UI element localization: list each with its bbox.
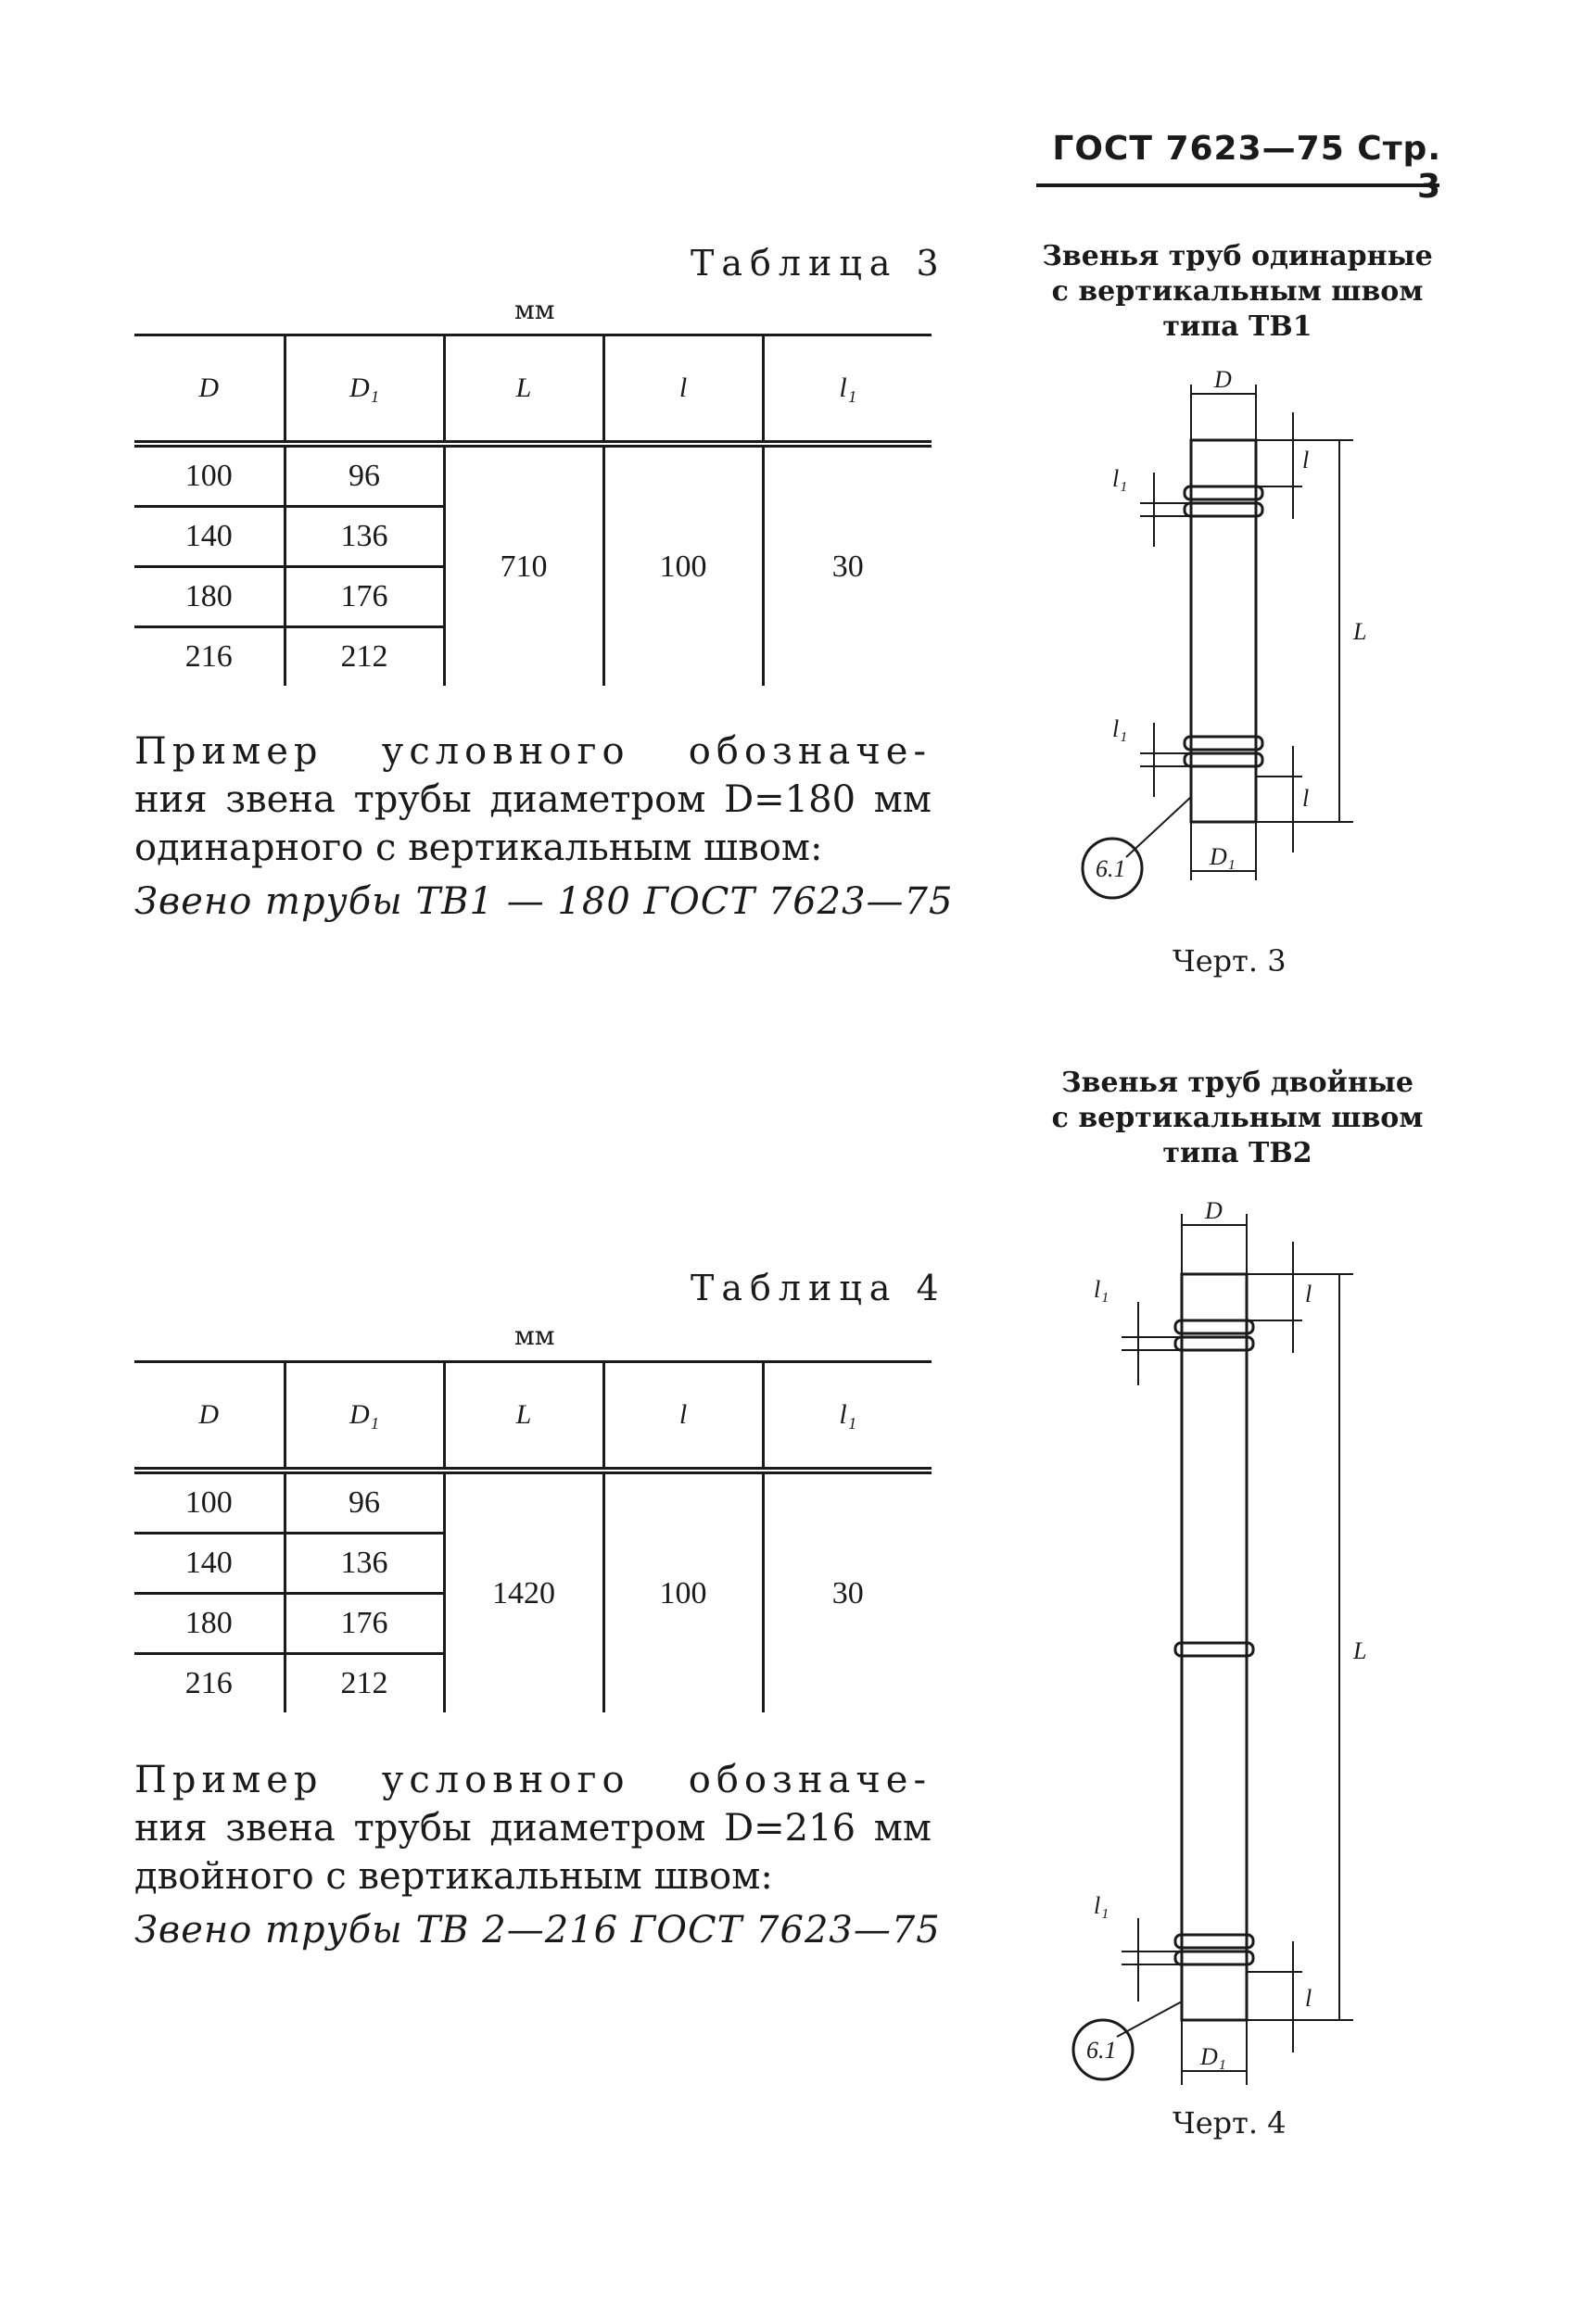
table4-cell-D: 140 <box>134 1534 285 1594</box>
figure3-pipe <box>1191 440 1256 822</box>
figure4-label-L: L <box>1353 1637 1367 1664</box>
table-row <box>134 444 932 507</box>
figure3-ring <box>1185 737 1262 750</box>
table4-cell-D: 216 <box>134 1654 285 1713</box>
figure3-title-line1: Звенья труб одинарные <box>1042 240 1433 272</box>
figure3-label-l: l <box>1302 785 1310 812</box>
table-row <box>134 1471 932 1534</box>
table3-col-D1: D₁ <box>285 335 444 445</box>
table3-cell-l1: 30 <box>831 549 864 584</box>
figure4-label-D1: D₁ <box>1200 2043 1226 2070</box>
figure4-label-l1: l₁ <box>1094 1892 1109 1919</box>
figure3-drawing <box>1075 371 1381 936</box>
example4-designation: Звено трубы ТВ 2—216 ГОСТ 7623—75 <box>134 1909 941 1951</box>
figure3-ring <box>1185 486 1262 499</box>
figure4-title-line3: типа ТВ2 <box>1162 1137 1312 1169</box>
example3-line3: одинарного с вертикальным швом: <box>134 827 823 869</box>
figure3-ring <box>1185 503 1262 516</box>
table4-col-D1: D₁ <box>285 1362 444 1471</box>
table3-cell-L: 710 <box>444 444 603 686</box>
figure4-title <box>1033 1066 1441 1171</box>
figure4-caption: Черт. 4 <box>1173 2105 1287 2141</box>
table4-col-D: D <box>134 1362 285 1471</box>
table3-cell-D1: 176 <box>285 567 444 627</box>
table3-unit: мм <box>514 295 555 325</box>
table4-cell-l1: 30 <box>831 1575 864 1610</box>
figure3-title-line2: с вертикальным швом <box>1051 275 1424 308</box>
table3-col-l: l <box>603 335 763 445</box>
table4-unit: мм <box>514 1320 555 1351</box>
example3-line1: Пример условного обозначе- <box>134 730 932 773</box>
figure3-callout-label: 6.1 <box>1096 855 1126 882</box>
table4-cell-D1: 176 <box>285 1594 444 1654</box>
table4-header-row <box>134 1362 932 1471</box>
figure4-ring <box>1175 1643 1253 1656</box>
figure3-label-D1: D₁ <box>1210 843 1236 870</box>
figure4-label-l1: l₁ <box>1094 1276 1109 1303</box>
table4-col-L: L <box>444 1362 603 1471</box>
table4-cell-l: 100 <box>603 1471 763 1712</box>
table3-cell-l: 100 <box>603 444 763 686</box>
table4-cell-D1: 212 <box>285 1654 444 1713</box>
figure3-label-l: l <box>1302 447 1310 474</box>
table4-caption: Таблица 4 <box>691 1268 946 1308</box>
table4-col-l: l <box>603 1362 763 1471</box>
table3-cell-D: 100 <box>134 444 285 507</box>
table3-cell-D1: 136 <box>285 507 444 567</box>
table3-caption: Таблица 3 <box>691 243 946 284</box>
table4 <box>134 1360 932 1712</box>
example4-text <box>134 1756 932 1901</box>
example4-line1: Пример условного обозначе- <box>134 1759 932 1801</box>
table4-cell-D1: 96 <box>285 1471 444 1534</box>
figure3-title <box>1033 239 1441 345</box>
table4-cell-D: 100 <box>134 1471 285 1534</box>
figure3-label-l1: l₁ <box>1112 465 1128 492</box>
figure4-title-line1: Звенья труб двойные <box>1061 1067 1414 1099</box>
figure4-ring <box>1175 1935 1253 1948</box>
table4-cell-D: 180 <box>134 1594 285 1654</box>
table3-col-L: L <box>444 335 603 445</box>
header-rule <box>1036 183 1439 187</box>
table3 <box>134 334 932 686</box>
figure4-drawing <box>1066 1186 1381 2094</box>
figure4-callout-label: 6.1 <box>1086 2037 1117 2064</box>
figure4-label-D: D <box>1205 1197 1223 1224</box>
table3-cell-D: 180 <box>134 567 285 627</box>
example3-text <box>134 727 932 872</box>
table3-cell-D: 216 <box>134 627 285 687</box>
table3-header-row <box>134 335 932 445</box>
figure3-caption: Черт. 3 <box>1173 943 1287 979</box>
table3-cell-D1: 96 <box>285 444 444 507</box>
table3-cell-D: 140 <box>134 507 285 567</box>
table4-col-l1: l₁ <box>763 1362 932 1471</box>
table4-cell-L: 1420 <box>444 1471 603 1712</box>
figure4-pipe <box>1182 1274 1247 2020</box>
figure4-label-l: l <box>1305 1985 1312 2012</box>
figure4-title-line2: с вертикальным швом <box>1051 1102 1424 1134</box>
example4-line2: ния звена трубы диаметром D=216 мм <box>134 1807 932 1850</box>
figure4-ring <box>1175 1320 1253 1333</box>
table3-cell-D1: 212 <box>285 627 444 687</box>
figure4-ring <box>1175 1337 1253 1350</box>
figure3-label-l1: l₁ <box>1112 715 1128 742</box>
example3-line2: ния звена трубы диаметром D=180 мм <box>134 778 932 821</box>
example4-line3: двойного с вертикальным швом: <box>134 1855 773 1898</box>
example3-designation: Звено трубы ТВ1 — 180 ГОСТ 7623—75 <box>134 880 954 923</box>
table3-col-D: D <box>134 335 285 445</box>
figure3-label-L: L <box>1353 618 1367 645</box>
figure4-label-l: l <box>1305 1281 1312 1307</box>
figure4-ring <box>1175 1951 1253 1964</box>
page-header: ГОСТ 7623—75 Стр. 3 <box>1052 130 1441 206</box>
figure3-label-D: D <box>1214 371 1232 393</box>
table4-cell-D1: 136 <box>285 1534 444 1594</box>
table3-col-l1: l₁ <box>763 335 932 445</box>
figure3-ring <box>1185 753 1262 766</box>
figure3-title-line3: типа ТВ1 <box>1162 310 1312 343</box>
